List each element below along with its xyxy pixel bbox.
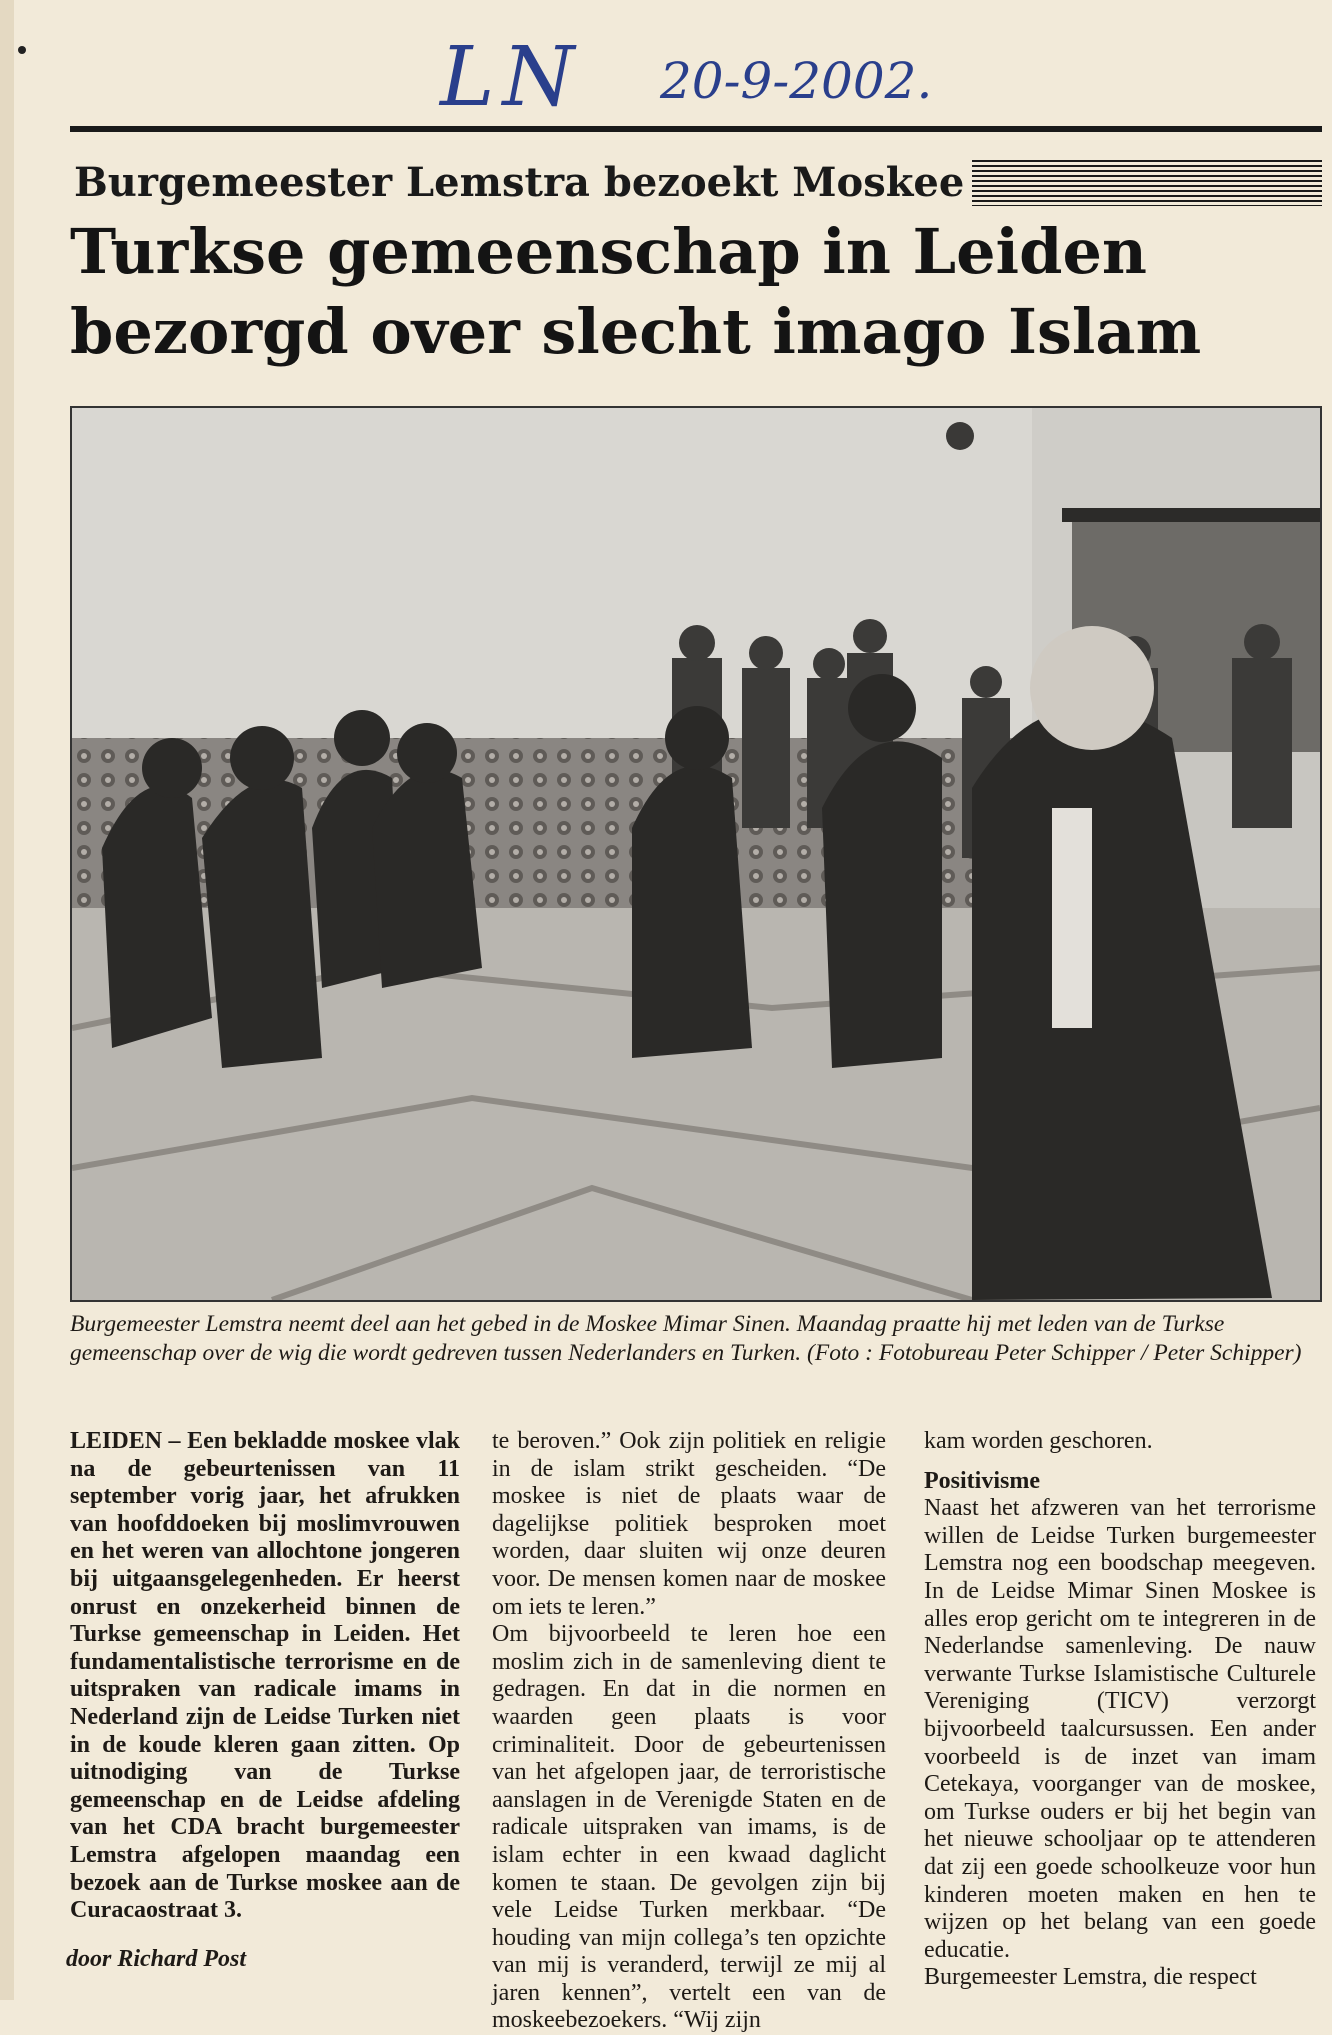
mosque-prayer-photo <box>70 406 1322 1302</box>
article-column-2 <box>492 1428 886 2035</box>
col2-paragraph-2: Om bijvoorbeeld te leren hoe een moslim zich in de samenleving dient te gedragen. En dat in die normen en waarden geen plaats is voor criminaliteit. Door de gebeurtenissen van het afgelopen jaar, de terroristische aanslagen in de Verenigde Staten en de radicale uitspraken van imams, is de islam echter in een kwaad daglicht komen te staan. De gevolgen zijn bij vele Leidse Turken merkbaar. “De houding van mijn collega’s ten opzichte van mij is veranderd, terwijl ze mij al jaren kennen”, vertelt een van de moskeebezoekers. “Wij zijn <box>492 1621 886 2034</box>
article-kicker: Burgemeester Lemstra bezoekt Moskee <box>70 160 972 206</box>
handwritten-source: LN <box>440 30 583 125</box>
article-column-1 <box>70 1428 460 1925</box>
article-lead: LEIDEN – Een bekladde moskee vlak na de gebeurtenissen van 11 september vorig jaar, het afrukken van hoofddoeken bij moslimvrouwen en het weren van allochtone jongeren bij uitgaansgelegenheden. Er heerst onrust en onzekerheid binnen de Turkse gemeenschap in Leiden. Het fundamentalistische terrorisme en de uitspraken van radicale imams in Nederland zijn de Leidse Turken niet in de koude kleren gaan zitten. Op uitnodiging van de Turkse gemeenschap en de Leidse afdeling van het CDA bracht burgemeester Lemstra afgelopen maandag een bezoek aan de Turkse moskee aan de Curacaostraat 3. <box>70 1428 460 1924</box>
paper-edge <box>0 0 14 2000</box>
col2-paragraph-1: te beroven.” Ook zijn politiek en religie in de islam strikt gescheiden. “De moskee is niet de plaats waar de dagelijkse politiek besproken moet worden, daar sluiten wij onze deuren voor. De mensen komen naar de moskee om iets te leren.” <box>492 1428 886 1620</box>
handwritten-date: 20-9-2002. <box>660 52 933 110</box>
photo-caption: Burgemeester Lemstra neemt deel aan het gebed in de Moskee Mimar Sinen. Maandag praatte hij met leden van de Turkse gemeenschap over de wig die wordt gedreven tussen Nederlanders en Turken. (Foto : Fotobureau Peter Schipper / Peter Schipper) <box>70 1311 1302 1366</box>
photo-illustration <box>72 408 1320 1300</box>
punch-hole-dot <box>18 46 26 54</box>
headline-line-2: bezorgd over slecht imago Islam <box>70 295 1202 368</box>
col3-paragraph-1: kam worden geschoren. <box>924 1428 1153 1454</box>
headline-line-1: Turkse gemeenschap in Leiden <box>70 215 1147 288</box>
col3-paragraph-3: Burgemeester Lemstra, die respect <box>924 1964 1257 1991</box>
col3-paragraph-2: Naast het afzweren van het terrorisme willen de Leidse Turken burgemeester Lemstra nog een boodschap meegeven. In de Leidse Mimar Sinen Moskee is alles erop gericht om te integreren in de Nederlandse samenleving. De nauw verwante Turkse Islamistische Culturele Vereniging (TICV) verzorgt bijvoorbeeld taalcursussen. Een ander voorbeeld is de inzet van imam Cetekaya, voorganger van de moskee, om Turkse ouders er bij het begin van het nieuwe schooljaar op te attenderen dat zij een goede schoolkeuze voor hun kinderen moeten maken en hen te wijzen op het belang van een goede educatie. <box>924 1495 1316 1963</box>
article-byline: door Richard Post <box>66 1946 247 1972</box>
top-rule <box>70 126 1322 132</box>
article-column-3 <box>924 1428 1316 1992</box>
article-headline <box>70 212 1332 372</box>
col3-subhead: Positivisme <box>924 1467 1040 1494</box>
